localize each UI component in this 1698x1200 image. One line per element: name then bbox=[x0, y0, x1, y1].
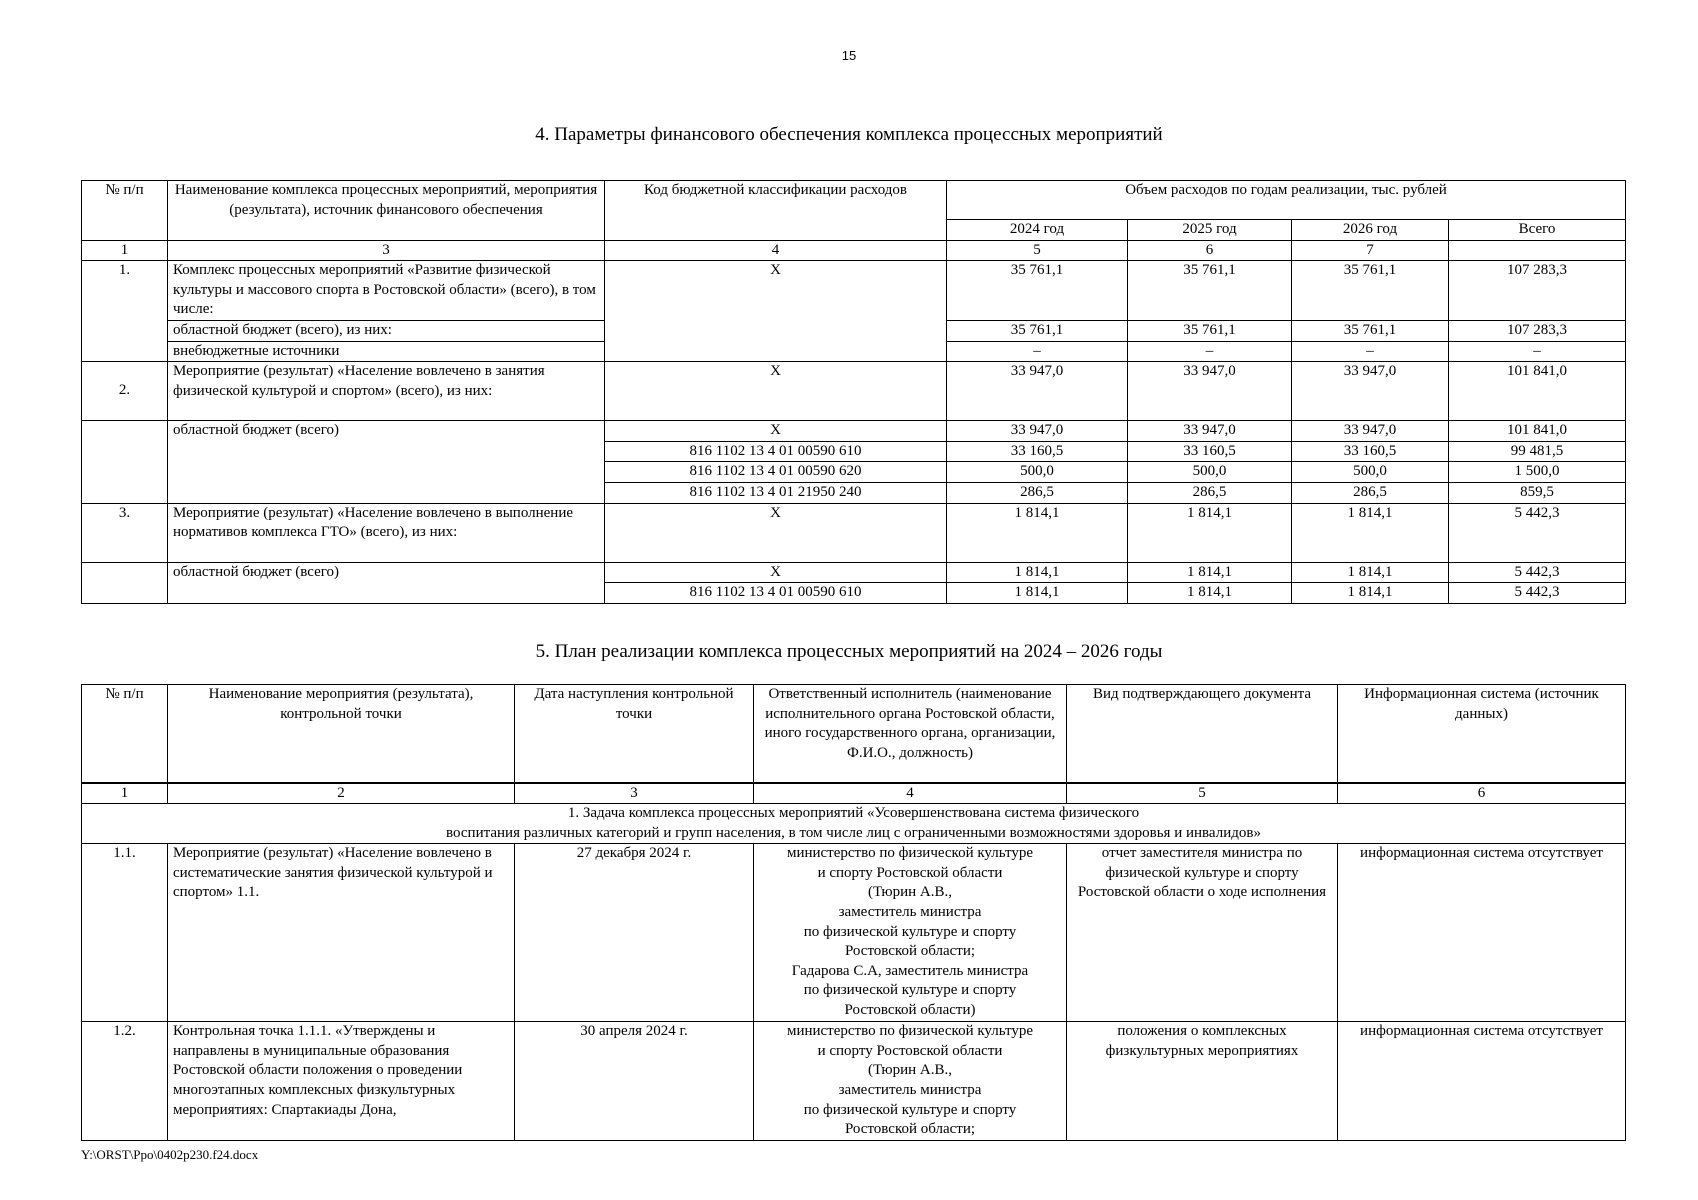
responsible-line: (Тюрин А.В., bbox=[867, 1062, 952, 1079]
value-2025: 1 814,1 bbox=[1128, 503, 1292, 562]
value-2024: 33 160,5 bbox=[947, 441, 1128, 462]
value-2025: 500,0 bbox=[1128, 462, 1292, 483]
header-2025: 2025 год bbox=[1128, 220, 1292, 241]
value-total: 5 442,3 bbox=[1449, 503, 1626, 562]
value-2026: 33 947,0 bbox=[1292, 421, 1449, 442]
header-system: Информационная система (источник данных) bbox=[1338, 685, 1626, 783]
responsible-line: Гадарова С.А, заместитель министра bbox=[791, 962, 1029, 979]
value-2025: 35 761,1 bbox=[1128, 261, 1292, 321]
index-cell: 1 bbox=[82, 240, 168, 261]
index-cell: 6 bbox=[1338, 783, 1626, 804]
task-cell bbox=[82, 804, 1626, 844]
row-name: Мероприятие (результат) «Население вовлечено в систематические занятия физической культурой и спортом» 1.1. bbox=[168, 844, 515, 1022]
responsible-line: министерство по физической культуре bbox=[786, 845, 1034, 862]
index-cell: 7 bbox=[1292, 240, 1449, 261]
value-total: 859,5 bbox=[1449, 482, 1626, 503]
index-cell: 4 bbox=[754, 783, 1067, 804]
value-2024: 1 814,1 bbox=[947, 583, 1128, 604]
value-2025: – bbox=[1128, 341, 1292, 362]
value-2026: – bbox=[1292, 341, 1449, 362]
row-code: X bbox=[605, 261, 947, 362]
row-code: X bbox=[605, 421, 947, 442]
table-row bbox=[82, 562, 1626, 583]
responsible-line: министерство по физической культуре bbox=[786, 1023, 1034, 1040]
value-2024: 286,5 bbox=[947, 482, 1128, 503]
responsible-line: Ростовской области) bbox=[844, 1002, 976, 1019]
header-code: Код бюджетной классификации расходов bbox=[605, 181, 947, 241]
value-2026: 1 814,1 bbox=[1292, 503, 1449, 562]
row-name: внебюджетные источники bbox=[168, 341, 605, 362]
header-doc: Вид подтверждающего документа bbox=[1067, 685, 1338, 783]
header-volume: Объем расходов по годам реализации, тыс. рублей bbox=[947, 181, 1626, 220]
row-code: X bbox=[605, 503, 947, 562]
row-name: областной бюджет (всего) bbox=[168, 562, 605, 603]
row-responsible bbox=[754, 844, 1067, 1022]
row-num: 1.2. bbox=[82, 1022, 168, 1141]
column-index-row bbox=[82, 240, 1626, 261]
value-total: 5 442,3 bbox=[1449, 583, 1626, 604]
value-2024: 35 761,1 bbox=[947, 261, 1128, 321]
value-2025: 1 814,1 bbox=[1128, 562, 1292, 583]
index-cell: 4 bbox=[605, 240, 947, 261]
value-2025: 286,5 bbox=[1128, 482, 1292, 503]
value-2024: 500,0 bbox=[947, 462, 1128, 483]
row-name: Мероприятие (результат) «Население вовлечено в занятия физической культурой и спортом» (всего), из них: bbox=[168, 362, 605, 421]
row-code: X bbox=[605, 562, 947, 583]
row-num: 1. bbox=[82, 261, 168, 362]
responsible-line: заместитель министра bbox=[838, 1082, 982, 1099]
value-2024: 1 814,1 bbox=[947, 503, 1128, 562]
row-date: 27 декабря 2024 г. bbox=[515, 844, 754, 1022]
task-line: 1. Задача комплекса процессных мероприятий «Усовершенствована система физического bbox=[567, 805, 1140, 822]
row-code: 816 1102 13 4 01 00590 610 bbox=[605, 441, 947, 462]
header-name: Наименование комплекса процессных мероприятий, мероприятия (результата), источник финансового обеспечения bbox=[168, 181, 605, 241]
row-system: информационная система отсутствует bbox=[1338, 844, 1626, 1022]
value-total: 101 841,0 bbox=[1449, 362, 1626, 421]
responsible-line: и спорту Ростовской области bbox=[817, 864, 1003, 881]
row-code: 816 1102 13 4 01 00590 620 bbox=[605, 462, 947, 483]
value-2026: 500,0 bbox=[1292, 462, 1449, 483]
value-2024: – bbox=[947, 341, 1128, 362]
responsible-line: (Тюрин А.В., bbox=[867, 884, 952, 901]
table-row bbox=[82, 362, 1626, 421]
row-num: 2. bbox=[82, 362, 168, 421]
value-total: 5 442,3 bbox=[1449, 562, 1626, 583]
responsible-line: Ростовской области; bbox=[844, 943, 976, 960]
index-cell: 2 bbox=[168, 783, 515, 804]
index-cell bbox=[1449, 240, 1626, 261]
value-2026: 33 947,0 bbox=[1292, 362, 1449, 421]
value-2026: 33 160,5 bbox=[1292, 441, 1449, 462]
value-2024: 33 947,0 bbox=[947, 362, 1128, 421]
financing-table bbox=[81, 180, 1626, 604]
value-2024: 33 947,0 bbox=[947, 421, 1128, 442]
value-2026: 286,5 bbox=[1292, 482, 1449, 503]
index-cell: 3 bbox=[168, 240, 605, 261]
value-2025: 35 761,1 bbox=[1128, 320, 1292, 341]
header-num: № п/п bbox=[82, 181, 168, 241]
index-cell: 6 bbox=[1128, 240, 1292, 261]
row-name: Комплекс процессных мероприятий «Развитие физической культуры и массового спорта в Ростовской области» (всего), в том числе: bbox=[168, 261, 605, 321]
value-total: 99 481,5 bbox=[1449, 441, 1626, 462]
header-name: Наименование мероприятия (результата), контрольной точки bbox=[168, 685, 515, 783]
num-spacer bbox=[82, 421, 168, 503]
header-2026: 2026 год bbox=[1292, 220, 1449, 241]
table-row bbox=[82, 844, 1626, 1022]
num-spacer bbox=[82, 562, 168, 603]
responsible-line: и спорту Ростовской области bbox=[817, 1042, 1003, 1059]
table-row bbox=[82, 503, 1626, 562]
row-num: 1.1. bbox=[82, 844, 168, 1022]
responsible-line: по физической культуре и спорту bbox=[803, 923, 1017, 940]
row-code: 816 1102 13 4 01 00590 610 bbox=[605, 583, 947, 604]
value-2026: 35 761,1 bbox=[1292, 261, 1449, 321]
row-name: областной бюджет (всего) bbox=[168, 421, 605, 503]
value-2026: 1 814,1 bbox=[1292, 583, 1449, 604]
file-path-footer: Y:\ORST\Ppo\0402p230.f24.docx bbox=[81, 1147, 259, 1162]
value-2024: 35 761,1 bbox=[947, 320, 1128, 341]
row-date: 30 апреля 2024 г. bbox=[515, 1022, 754, 1141]
row-responsible bbox=[754, 1022, 1067, 1141]
task-line: воспитания различных категорий и групп населения, в том числе лиц с ограниченными возможностями здоровья и инвалидов» bbox=[446, 824, 1261, 841]
value-2025: 33 160,5 bbox=[1128, 441, 1292, 462]
row-name: Мероприятие (результат) «Население вовлечено в выполнение нормативов комплекса ГТО» (всего), из них: bbox=[168, 503, 605, 562]
row-num: 3. bbox=[82, 503, 168, 562]
header-responsible: Ответственный исполнитель (наименование исполнительного органа Ростовской области, иного государственного органа, организации, Ф.И.О., должность) bbox=[754, 685, 1067, 783]
table-header-row bbox=[82, 181, 1626, 220]
implementation-plan-table bbox=[81, 684, 1626, 1141]
value-2026: 35 761,1 bbox=[1292, 320, 1449, 341]
header-num: № п/п bbox=[82, 685, 168, 783]
value-total: 107 283,3 bbox=[1449, 261, 1626, 321]
value-2024: 1 814,1 bbox=[947, 562, 1128, 583]
value-total: 107 283,3 bbox=[1449, 320, 1626, 341]
value-2025: 33 947,0 bbox=[1128, 421, 1292, 442]
table-header-row bbox=[82, 685, 1626, 783]
task-row bbox=[82, 804, 1626, 844]
row-code: X bbox=[605, 362, 947, 421]
row-name: Контрольная точка 1.1.1. «Утверждены и направлены в муниципальные образования Ростовской области положения о проведении многоэтапных комплексных физкультурных мероприятиях: Спартакиады Дона, bbox=[168, 1022, 515, 1141]
index-cell: 1 bbox=[82, 783, 168, 804]
index-cell: 5 bbox=[1067, 783, 1338, 804]
header-total: Всего bbox=[1449, 220, 1626, 241]
header-2024: 2024 год bbox=[947, 220, 1128, 241]
row-name: областной бюджет (всего), из них: bbox=[168, 320, 605, 341]
responsible-line: по физической культуре и спорту bbox=[803, 982, 1017, 999]
row-code: 816 1102 13 4 01 21950 240 bbox=[605, 482, 947, 503]
table-row bbox=[82, 261, 1626, 321]
page-number: 15 bbox=[841, 48, 857, 63]
index-cell: 5 bbox=[947, 240, 1128, 261]
section4-title: 4. Параметры финансового обеспечения комплекса процессных мероприятий bbox=[535, 124, 1163, 145]
responsible-line: по физической культуре и спорту bbox=[803, 1101, 1017, 1118]
value-2026: 1 814,1 bbox=[1292, 562, 1449, 583]
value-2025: 33 947,0 bbox=[1128, 362, 1292, 421]
row-doc: отчет заместителя министра по физической культуре и спорту Ростовской области о ходе исполнения bbox=[1067, 844, 1338, 1022]
index-cell: 3 bbox=[515, 783, 754, 804]
section5-title: 5. План реализации комплекса процессных мероприятий на 2024 – 2026 годы bbox=[535, 641, 1163, 662]
responsible-line: Ростовской области; bbox=[844, 1121, 976, 1138]
value-2025: 1 814,1 bbox=[1128, 583, 1292, 604]
value-total: 1 500,0 bbox=[1449, 462, 1626, 483]
row-system: информационная система отсутствует bbox=[1338, 1022, 1626, 1141]
row-doc: положения о комплексных физкультурных мероприятиях bbox=[1067, 1022, 1338, 1141]
table-row bbox=[82, 421, 1626, 442]
value-total: – bbox=[1449, 341, 1626, 362]
value-total: 101 841,0 bbox=[1449, 421, 1626, 442]
header-date: Дата наступления контрольной точки bbox=[515, 685, 754, 783]
responsible-line: заместитель министра bbox=[838, 904, 982, 921]
column-index-row bbox=[82, 783, 1626, 804]
table-row bbox=[82, 1022, 1626, 1141]
